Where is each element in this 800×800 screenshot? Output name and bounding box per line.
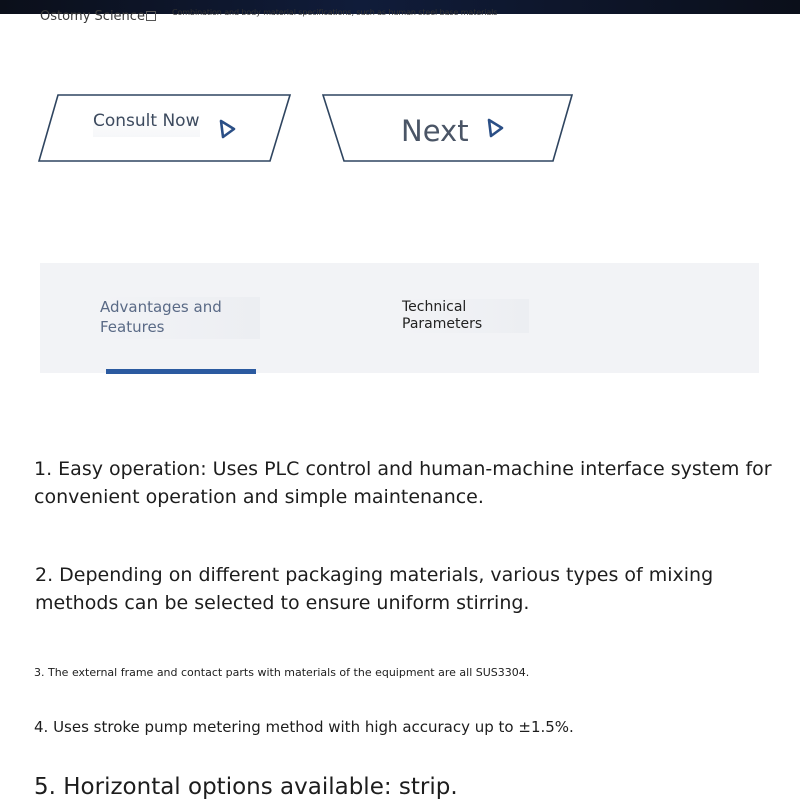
consult-now-label: Consult Now xyxy=(93,110,200,137)
tab-label-line: Technical xyxy=(402,299,467,315)
consult-now-button[interactable] xyxy=(38,94,292,162)
tab-label-line: Features xyxy=(100,318,165,336)
brand-name[interactable] xyxy=(40,9,156,24)
breadcrumb: Combination and body material specifications, such as human steel base materials xyxy=(172,8,498,17)
feature-item xyxy=(34,666,529,680)
next-button[interactable] xyxy=(322,94,574,162)
tab-label-line: Parameters xyxy=(402,316,483,332)
feature-item xyxy=(35,561,713,617)
brand-text: Ostomy Science xyxy=(40,9,145,24)
tab-advantages-and-features[interactable] xyxy=(100,297,260,339)
feature-line: 1. Easy operation: Uses PLC control and human-machine interface system for xyxy=(34,458,772,480)
feature-item xyxy=(34,717,574,737)
feature-item xyxy=(34,771,458,800)
feature-line: 2. Depending on different packaging materials, various types of mixing xyxy=(35,564,714,586)
feature-line: 5. Horizontal options available: strip. xyxy=(34,774,458,800)
play-arrow-icon xyxy=(218,118,238,140)
tab-label-line: Advantages and xyxy=(100,298,222,316)
feature-line: 3. The external frame and contact parts with materials of the equipment are all SUS3304. xyxy=(34,666,530,679)
play-arrow-icon xyxy=(486,117,506,139)
tabs-panel xyxy=(40,263,759,373)
feature-line: methods can be selected to ensure uniform stirring. xyxy=(35,592,530,614)
active-tab-indicator xyxy=(106,369,256,374)
feature-line: 4. Uses stroke pump metering method with high accuracy up to ±1.5%. xyxy=(34,718,574,736)
tab-technical-parameters[interactable] xyxy=(402,299,529,333)
feature-item xyxy=(34,455,772,511)
next-label: Next xyxy=(401,114,469,148)
feature-line: convenient operation and simple maintenance. xyxy=(34,486,484,508)
box-glyph-icon xyxy=(146,11,156,21)
